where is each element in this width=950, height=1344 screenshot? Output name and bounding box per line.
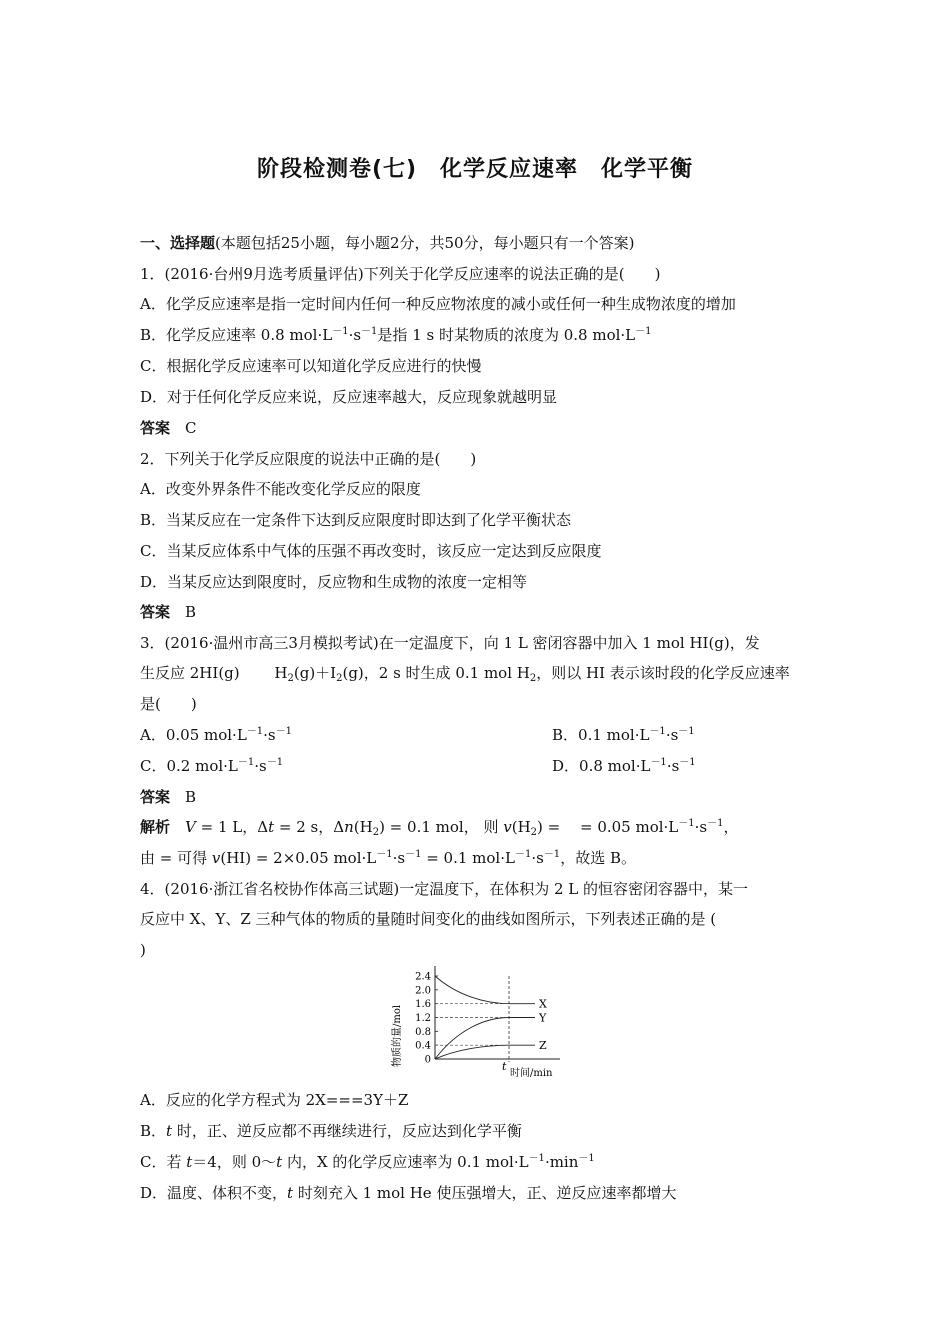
q3-stem-line1: 3．(2016·温州市高三3月模拟考试)在一定温度下，向 1 L 密闭容器中加入 1 mol HI(g)，发	[140, 634, 760, 652]
q2-stem: 2．下列关于化学反应限度的说法中正确的是( )	[140, 450, 477, 468]
y-tick-label: 2.4	[415, 971, 431, 983]
q4-option-c: C．若 t＝4，则 0～t 内，X 的化学反应速率为 0.1 $mol\cdot L^{-1}\cdot\min^{-1}$	[140, 1153, 595, 1171]
q1-option-c: C．根据化学反应速率可以知道化学反应进行的快慢	[140, 357, 482, 375]
y-tick-label: 0.8	[415, 1026, 431, 1038]
series-label-z: Z	[539, 1039, 547, 1053]
section-heading: 一、选择题	[140, 234, 216, 252]
x-axis-label: 时间/min	[510, 1068, 553, 1079]
q3-stem-line3: 是( )	[140, 695, 197, 713]
y-tick-label: 0	[424, 1054, 431, 1066]
q3-stem-line2: 生反应 2HI(g) $H_2(g)+I_2(g)$，2 s 时生成 0.1 mol $H_2$，则以 HI 表示该时段的化学反应速率	[140, 664, 790, 684]
y-tick-label: 1.2	[415, 1013, 431, 1024]
q3-option-c: C．0.2 $mol\cdot L^{-1}\cdot s^{-1}$	[140, 757, 284, 775]
series-line-y	[435, 1018, 535, 1060]
q4-option-b: B．t 时，正、逆反应都不再继续进行，反应达到化学平衡	[140, 1122, 522, 1140]
q2-option-a: A．改变外界条件不能改变化学反应的限度	[140, 480, 421, 498]
q4-stem-line3: )	[140, 941, 146, 959]
q3-option-b: B．0.1 $mol\cdot L^{-1}\cdot s^{-1}$	[552, 726, 695, 744]
q3-analysis-line1: 解析 V = 1 L，Δt = 2 s，$\Delta n(H_2) = 0.1$ mol， 则 $v(H_2)$ = = 0.05 $mol\cdot L^{-1}\cdot s^{-1}$，	[140, 818, 739, 838]
y-tick-label: 0.4	[415, 1040, 431, 1052]
q2-option-c: C．当某反应体系中气体的压强不再改变时，该反应一定达到反应限度	[140, 542, 602, 560]
x-mark-t: t	[502, 1060, 507, 1073]
series-label-y: Y	[539, 1011, 547, 1025]
q1-option-b: B．化学反应速率 0.8 $mol\cdot L^{-1}\cdot s^{-1}$是指 1 s 时某物质的浓度为 0.8 $mol\cdot L^{-1}$	[140, 326, 652, 344]
series-line-x	[435, 976, 535, 1004]
q3-answer: 答案 B	[140, 788, 197, 806]
series-label-x: X	[539, 997, 547, 1011]
q1-answer: 答案 C	[140, 419, 197, 437]
y-tick-label: 2.0	[415, 985, 431, 997]
q3-option-d: D．0.8 $mol\cdot L^{-1}\cdot s^{-1}$	[552, 757, 696, 775]
q3-analysis-line2: 由 = 可得 v(HI) = 2×0.05 $mol\cdot L^{-1}\cdot s^{-1} = 0.1$ $mol\cdot L^{-1}\cdot s^{-1}$，故选 B。	[140, 849, 636, 867]
section-note: (本题包括25小题，每小题2分，共50分，每小题只有一个答案)	[215, 234, 635, 252]
section-heading-line	[140, 233, 820, 253]
q3-options-cd	[140, 756, 820, 776]
q3-option-a: A．0.05 $mol\cdot L^{-1}\cdot s^{-1}$	[140, 726, 292, 744]
amount-time-chart	[385, 964, 575, 1082]
q2-option-b: B．当某反应在一定条件下达到反应限度时即达到了化学平衡状态	[140, 511, 572, 529]
y-axis-label: 物质的量/mol	[392, 1004, 403, 1068]
q2-answer: 答案 B	[140, 603, 197, 621]
series-line-z	[435, 1045, 535, 1059]
q1-option-a: A．化学反应速率是指一定时间内任何一种反应物浓度的减小或任何一种生成物浓度的增加	[140, 295, 736, 313]
y-tick-label: 1.6	[415, 999, 431, 1011]
q1-option-d: D．对于任何化学反应来说，反应速率越大，反应现象就越明显	[140, 388, 558, 406]
q4-figure	[385, 964, 575, 1082]
q4-stem-line2: 反应中 X、Y、Z 三种气体的物质的量随时间变化的曲线如图所示，下列表述正确的是 (	[140, 910, 717, 928]
q1-stem: 1．(2016·台州9月选考质量评估)下列关于化学反应速率的说法正确的是( )	[140, 265, 661, 283]
q2-option-d: D．当某反应达到限度时，反应物和生成物的浓度一定相等	[140, 573, 528, 591]
q4-stem-line1: 4．(2016·浙江省名校协作体高三试题)一定温度下，在体积为 2 L 的恒容密闭容器中，某一	[140, 880, 749, 898]
q4-option-a: A．反应的化学方程式为 2X===3Y＋Z	[140, 1091, 409, 1109]
q4-option-d: D．温度、体积不变，t 时刻充入 1 mol He 使压强增大，正、逆反应速率都增大	[140, 1184, 677, 1202]
q3-options-ab	[140, 725, 820, 745]
page-title: 阶段检测卷(七) 化学反应速率 化学平衡	[256, 157, 694, 182]
